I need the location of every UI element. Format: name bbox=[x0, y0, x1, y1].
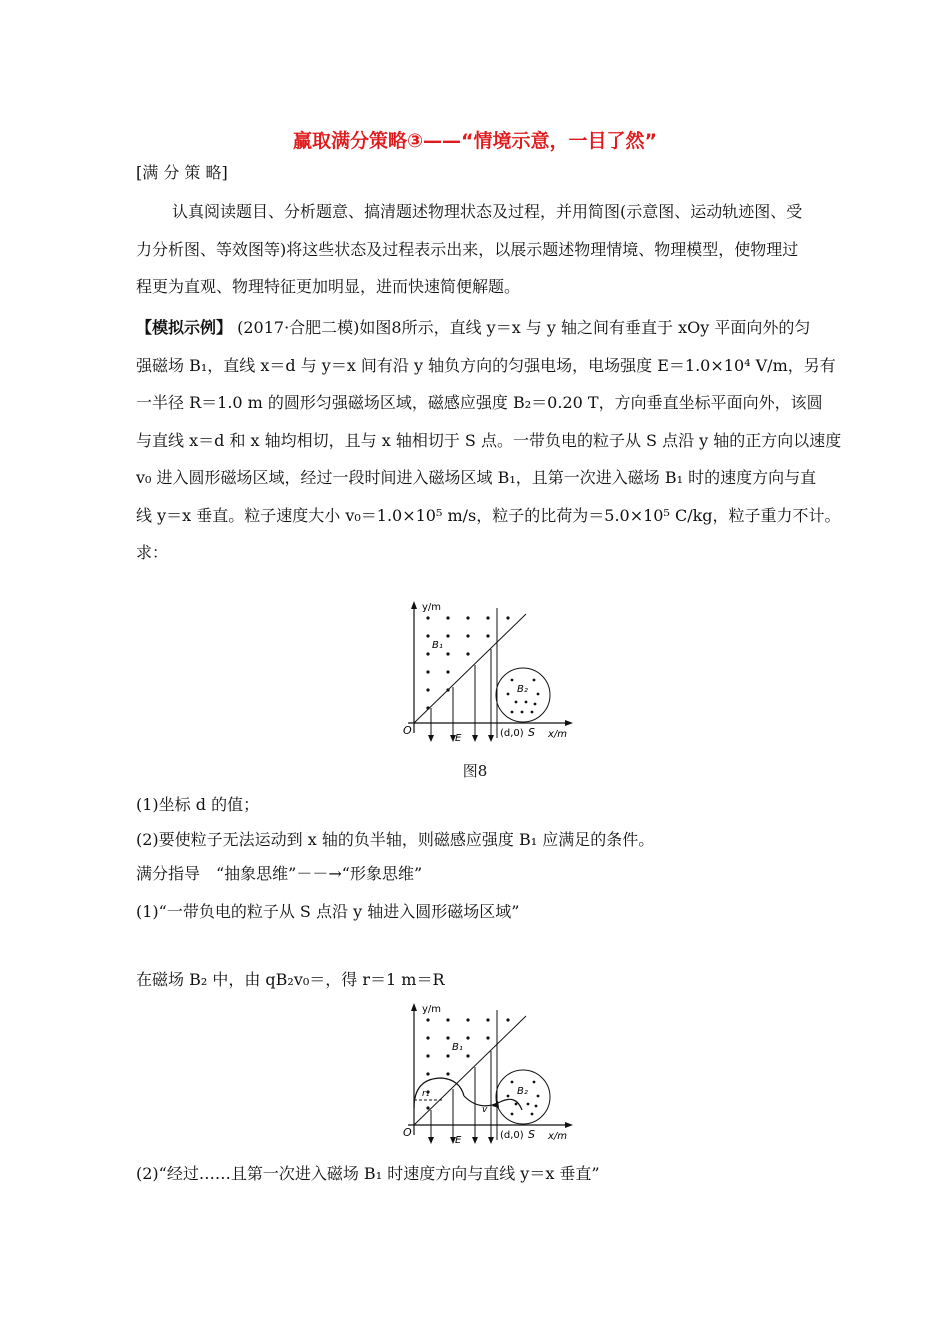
trajectory-diagram bbox=[400, 1000, 580, 1150]
example-line: (2017·合肥二模)如图8所示，直线 y＝x 与 y 轴之间有垂直于 xOy 平面向外的匀 bbox=[232, 318, 811, 337]
x-axis-arrow-icon bbox=[565, 1122, 573, 1128]
calculation-line: 在磁场 B₂ 中，由 qB₂v₀＝，得 r＝1 m＝R bbox=[136, 970, 445, 989]
example-line: 强磁场 B₁，直线 x＝d 与 y＝x 间有沿 y 轴负方向的匀强电场，电场强度 E＝1.0×10⁴ V/m，另有 bbox=[136, 355, 836, 375]
electric-field-arrows bbox=[428, 1051, 494, 1144]
field-e-label: E bbox=[455, 1135, 462, 1146]
b2-circle-region bbox=[496, 1070, 550, 1124]
point-d0-label: (d,0) bbox=[500, 1130, 524, 1141]
origin-label: O bbox=[403, 1126, 412, 1139]
electric-field-arrows bbox=[428, 649, 494, 742]
guide-heading: 满分指导 “抽象思维”－－→“形象思维” bbox=[136, 864, 423, 883]
strategy-line: 认真阅读题目、分析题意、搞清题述物理状态及过程，并用简图(示意图、运动轨迹图、受 bbox=[172, 202, 803, 221]
b2-circle-region bbox=[496, 668, 550, 722]
point-s-label: S bbox=[528, 726, 535, 739]
example-line: 线 y＝x 垂直。粒子速度大小 v₀＝1.0×10⁵ m/s，粒子的比荷为＝5.0×10⁵ C/kg，粒子重力不计。 bbox=[136, 505, 841, 525]
strategy-paragraph bbox=[136, 193, 842, 306]
question-2: (2)要使粒子无法运动到 x 轴的负半轴，则磁感应强度 B₁ 应满足的条件。 bbox=[136, 830, 655, 849]
strategy-line: 程更为直观、物理特征更加明显，进而快速简便解题。 bbox=[136, 277, 521, 296]
example-line: 与直线 x＝d 和 x 轴均相切，且与 x 轴相切于 S 点。一带负电的粒子从 S 点沿 y 轴的正方向以速度 bbox=[136, 430, 842, 450]
example-paragraph bbox=[136, 309, 842, 572]
y-axis-arrow-icon bbox=[411, 1003, 417, 1011]
figure-caption: 图8 bbox=[462, 762, 488, 780]
point-s-label: S bbox=[528, 1128, 535, 1141]
x-axis-label: x/m bbox=[548, 1131, 568, 1142]
guide-step-1: (1)“一带负电的粒子从 S 点沿 y 轴进入圆形磁场区域” bbox=[136, 902, 520, 921]
example-line: v₀ 进入圆形磁场区域，经过一段时间进入磁场区域 B₁，且第一次进入磁场 B₁ 时的速度方向与直 bbox=[136, 468, 817, 487]
section-label: [满 分 策 略] bbox=[136, 163, 228, 182]
x-axis-arrow-icon bbox=[565, 720, 573, 726]
example-line: 一半径 R＝1.0 m 的圆形匀强磁场区域，磁感应强度 B₂＝0.20 T，方向垂直坐标平面向外，该圆 bbox=[136, 393, 823, 412]
guide-step-2: (2)“经过……且第一次进入磁场 B₁ 时速度方向与直线 y＝x 垂直” bbox=[136, 1164, 600, 1183]
b1-label: B₁ bbox=[452, 1042, 463, 1053]
b2-label: B₂ bbox=[517, 1086, 528, 1097]
origin-label: O bbox=[403, 724, 412, 737]
example-line: 求： bbox=[136, 543, 169, 562]
b2-label: B₂ bbox=[517, 684, 528, 695]
trajectory-path bbox=[464, 1096, 522, 1110]
x-axis-label: x/m bbox=[548, 729, 568, 740]
figure-8-diagram bbox=[400, 598, 580, 748]
y-axis-arrow-icon bbox=[411, 601, 417, 609]
radius-r1-label: r₁ bbox=[422, 1089, 430, 1099]
question-1: (1)坐标 d 的值； bbox=[136, 795, 260, 814]
y-axis-label: y/m bbox=[422, 1004, 442, 1015]
b1-label: B₁ bbox=[432, 640, 443, 651]
example-tag: 【模拟示例】 bbox=[136, 318, 233, 337]
strategy-line: 力分析图、等效图等)将这些状态及过程表示出来，以展示题述物理情境、物理模型，使物理过 bbox=[136, 239, 799, 259]
y-axis-label: y/m bbox=[422, 602, 442, 613]
velocity-label: v bbox=[482, 1105, 488, 1115]
page-title: 赢取满分策略③——“情境示意，一目了然” bbox=[292, 130, 658, 152]
line-y-equals-x bbox=[414, 614, 526, 723]
field-e-label: E bbox=[455, 733, 462, 744]
point-d0-label: (d,0) bbox=[500, 728, 524, 739]
line-y-equals-x bbox=[414, 1016, 526, 1125]
